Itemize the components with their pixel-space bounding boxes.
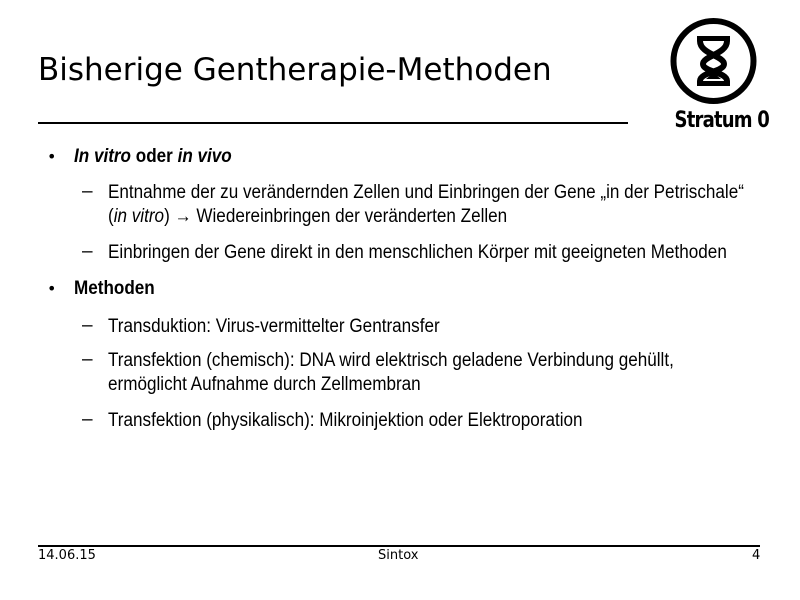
subitem-transduktion <box>108 315 440 339</box>
bullet-part: In vitro <box>74 146 132 167</box>
bullet-in-vitro-in-vivo <box>74 145 232 169</box>
subitem-entnahme <box>108 181 744 229</box>
subitem-einbringen <box>108 241 727 265</box>
bullet-marker: • <box>47 279 57 298</box>
subitem-text: ) → Wiedereinbringen der veränderten Zellen <box>164 206 508 227</box>
bullet-part: in vivo <box>177 146 232 167</box>
footer-divider <box>38 545 760 547</box>
subitem-transfektion-physikalisch <box>108 409 583 433</box>
subitem-line: Transduktion: Virus-vermittelter Gentransfer <box>108 316 440 337</box>
footer-author: Sintox <box>378 548 419 563</box>
subitem-line: Transfektion (physikalisch): Mikroinjektion oder Elektroporation <box>108 410 583 431</box>
subitem-line: Transfektion (chemisch): DNA wird elektrisch geladene Verbindung gehüllt, <box>108 350 674 371</box>
subitem-transfektion-chemisch <box>108 349 674 397</box>
dash-marker: – <box>82 181 93 202</box>
subitem-line <box>108 205 744 229</box>
subitem-line: Entnahme der zu verändernden Zellen und Einbringen der Gene „in der Petrischale“ <box>108 182 744 203</box>
bullet-marker: • <box>47 147 57 166</box>
dash-marker: – <box>82 241 93 262</box>
footer-date: 14.06.15 <box>38 548 96 563</box>
subitem-text: ( <box>108 206 114 227</box>
bullet-part: oder <box>131 146 178 167</box>
subitem-line: Einbringen der Gene direkt in den menschlichen Körper mit geeigneten Methoden <box>108 242 727 263</box>
title-divider <box>38 122 628 124</box>
subitem-text-italic: in vitro <box>113 206 165 227</box>
slide-title: Bisherige Gentherapie-Methoden <box>38 52 552 88</box>
dash-marker: – <box>82 409 93 430</box>
logo-text: Stratum 0 <box>674 108 769 133</box>
subitem-line: ermöglicht Aufnahme durch Zellmembran <box>108 374 421 395</box>
bullet-methoden: Methoden <box>74 278 155 299</box>
stratum0-logo <box>666 16 769 136</box>
dash-marker: – <box>82 349 93 370</box>
footer-page-number: 4 <box>752 548 761 563</box>
dash-marker: – <box>82 315 93 336</box>
hourglass-icon <box>666 16 761 108</box>
